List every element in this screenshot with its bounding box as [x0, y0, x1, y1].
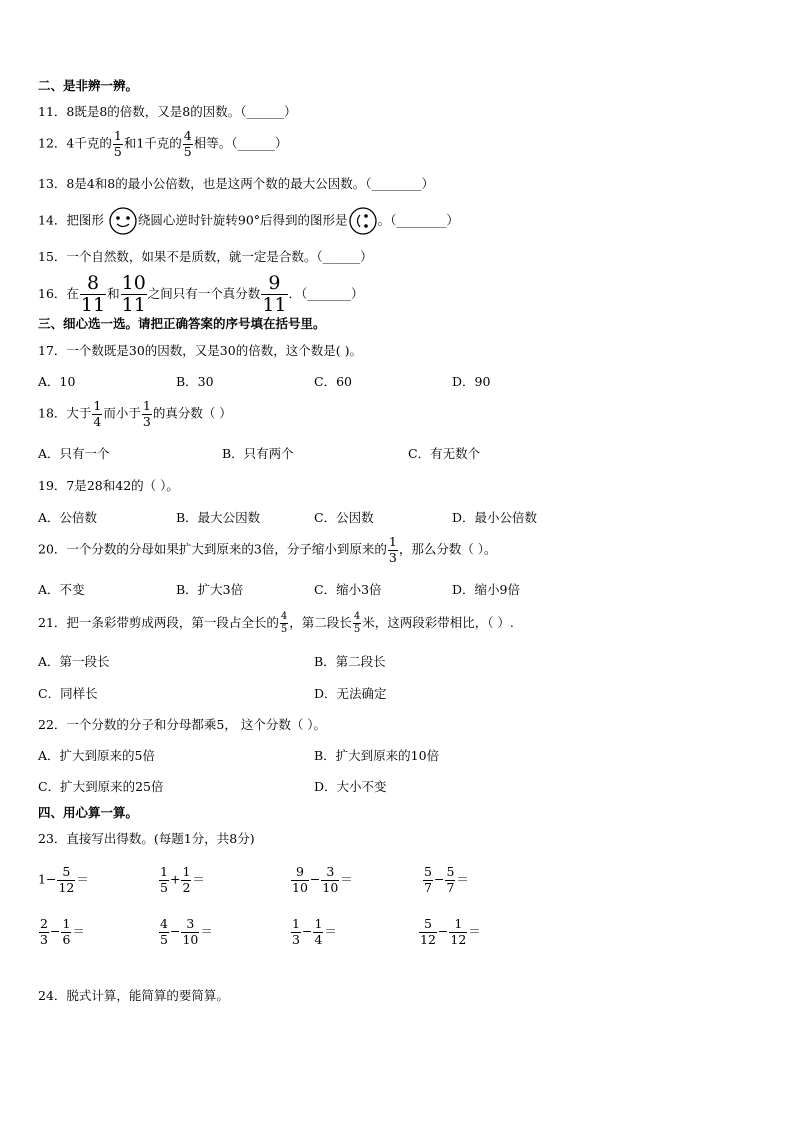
- q17-option-b[interactable]: B．30: [176, 374, 214, 389]
- q19-option-b[interactable]: B．最大公因数: [176, 510, 261, 525]
- calc-4-op: −: [433, 871, 445, 887]
- q18-text-c: 的真分数（ ）: [152, 405, 232, 421]
- q22-option-c[interactable]: C．扩大到原来的25倍: [38, 779, 164, 794]
- calc-8: [418, 918, 481, 946]
- question-18: [38, 400, 232, 428]
- calc-2: [158, 866, 205, 894]
- calc-5-fraction-a: $\frac{2}{3}$: [40, 916, 48, 947]
- q18-text-b: 而小于: [103, 405, 141, 421]
- calc-6-equals: ＝: [200, 923, 213, 939]
- calc-3-equals: ＝: [340, 871, 353, 887]
- calc-7-equals: ＝: [324, 923, 337, 939]
- q20-option-c[interactable]: C．缩小3倍: [314, 582, 382, 597]
- calc-5-fraction-b: $\frac{1}{6}$: [62, 916, 71, 947]
- calc-1-equals: ＝: [76, 871, 89, 887]
- calc-1-op: −: [45, 871, 57, 887]
- q20-option-a[interactable]: A．不变: [38, 582, 85, 597]
- question-19: 19．7是28和42的（ ）。: [38, 478, 179, 493]
- q16-text-a: 16．在: [38, 286, 79, 301]
- q21-fraction-1: $\frac{4}{5}$: [280, 611, 288, 635]
- q21-text-b: ，第二段长: [289, 615, 352, 630]
- q19-option-c[interactable]: C．公因数: [314, 510, 374, 525]
- q16-text-c: 之间只有一个真分数: [147, 286, 261, 301]
- calc-1-fraction: $\frac{5}{12}$: [58, 864, 75, 895]
- question-14: [38, 206, 459, 236]
- q18-fraction-2: $\frac{1}{3}$: [142, 398, 151, 429]
- q20-option-b[interactable]: B．扩大3倍: [176, 582, 244, 597]
- q21-text-a: 21．把一条彩带剪成两段，第一段占全长的: [38, 615, 279, 630]
- question-20: [38, 536, 497, 564]
- calc-4: [422, 866, 469, 894]
- calc-4-fraction-b: $\frac{5}{7}$: [446, 864, 455, 895]
- q17-option-c[interactable]: C．60: [314, 374, 352, 389]
- q16-fraction-3: $\frac{9}{11}$: [262, 272, 287, 316]
- q12-text-b: 和1千克的: [123, 135, 182, 151]
- q16-fraction-1: $\frac{8}{11}$: [80, 272, 106, 316]
- q14-text-a: 14．把图形: [38, 212, 104, 228]
- q16-fraction-2: $\frac{10}{11}$: [121, 272, 146, 316]
- calc-8-fraction-b: $\frac{1}{12}$: [450, 916, 467, 947]
- q18-text-a: 18．大于: [38, 405, 92, 421]
- q14-text-b: 绕圆心逆时针旋转90°后得到的图形是: [137, 212, 348, 228]
- calc-8-op: −: [437, 923, 449, 939]
- q12-text-a: 12．4千克的: [38, 135, 112, 151]
- q20-option-d[interactable]: D．缩小9倍: [452, 582, 520, 597]
- q12-fraction-1: $\frac{1}{5}$: [113, 128, 122, 159]
- question-16: [38, 274, 364, 315]
- calc-8-fraction-a: $\frac{5}{12}$: [420, 916, 436, 947]
- calc-3-fraction-a: $\frac{9}{10}$: [292, 864, 308, 895]
- question-17: 17．一个数既是30的因数，又是30的倍数，这个数是( )。: [38, 343, 362, 358]
- calc-7: [290, 918, 337, 946]
- question-21: [38, 612, 514, 635]
- q20-text-b: ，那么分数（ ）。: [398, 541, 497, 557]
- q21-fraction-2: $\frac{4}{5}$: [353, 611, 361, 635]
- q20-text-a: 20．一个分数的分母如果扩大到原来的3倍，分子缩小到原来的: [38, 541, 387, 557]
- q21-option-a[interactable]: A．第一段长: [38, 654, 110, 669]
- q21-text-c: 米，这两段彩带相比，（ ）.: [362, 615, 514, 630]
- q21-option-d[interactable]: D．无法确定: [314, 686, 387, 701]
- q17-option-d[interactable]: D．90: [452, 374, 491, 389]
- section-3-title: 三、细心选一选。请把正确答案的序号填在括号里。: [38, 316, 326, 331]
- calc-3: [290, 866, 353, 894]
- section-4-title: 四、用心算一算。: [38, 805, 139, 820]
- calc-2-op: +: [169, 871, 181, 887]
- section-2-title: 二、是非辨一辨。: [38, 78, 139, 93]
- q19-option-d[interactable]: D．最小公倍数: [452, 510, 538, 525]
- q22-option-a[interactable]: A．扩大到原来的5倍: [38, 748, 155, 763]
- question-23: 23．直接写出得数。(每题1分，共8分): [38, 831, 255, 846]
- calc-6: [158, 918, 213, 946]
- q18-option-c[interactable]: C．有无数个: [408, 446, 481, 461]
- calc-6-op: −: [169, 923, 181, 939]
- smiley-face-icon: [108, 206, 138, 236]
- calc-8-equals: ＝: [468, 923, 481, 939]
- question-12: [38, 130, 287, 158]
- calc-4-equals: ＝: [456, 871, 469, 887]
- q19-option-a[interactable]: A．公倍数: [38, 510, 98, 525]
- q12-text-c: 相等。（______）: [193, 135, 288, 151]
- calc-2-fraction-a: $\frac{1}{5}$: [160, 864, 168, 895]
- calc-6-fraction-a: $\frac{4}{5}$: [160, 916, 168, 947]
- calc-5: [38, 918, 85, 946]
- calc-6-fraction-b: $\frac{3}{10}$: [182, 916, 199, 947]
- q16-text-b: 和: [107, 286, 120, 301]
- q14-text-c: 。（________）: [377, 212, 459, 228]
- question-11: 11．8既是8的倍数，又是8的因数。（______）: [38, 104, 297, 119]
- calc-5-op: −: [49, 923, 61, 939]
- q18-option-a[interactable]: A．只有一个: [38, 446, 110, 461]
- calc-1: [38, 866, 89, 894]
- question-24: 24．脱式计算，能简算的要简算。: [38, 988, 229, 1003]
- calc-7-fraction-a: $\frac{1}{3}$: [292, 916, 300, 947]
- q18-option-b[interactable]: B．只有两个: [222, 446, 294, 461]
- q18-fraction-1: $\frac{1}{4}$: [93, 398, 102, 429]
- calc-1-whole: 1: [38, 871, 46, 887]
- question-15: 15．一个自然数，如果不是质数，就一定是合数。（______）: [38, 249, 373, 264]
- calc-7-op: −: [301, 923, 313, 939]
- calc-7-fraction-b: $\frac{1}{4}$: [314, 916, 323, 947]
- q21-option-c[interactable]: C．同样长: [38, 686, 98, 701]
- question-22: 22．一个分数的分子和分母都乘5， 这个分数（ ）。: [38, 717, 327, 732]
- question-13: 13．8是4和8的最小公倍数，也是这两个数的最大公因数。（________）: [38, 176, 435, 191]
- calc-3-fraction-b: $\frac{3}{10}$: [322, 864, 339, 895]
- rotated-smiley-icon: [348, 206, 378, 236]
- q22-option-d[interactable]: D．大小不变: [314, 779, 387, 794]
- calc-4-fraction-a: $\frac{5}{7}$: [424, 864, 432, 895]
- q22-option-b[interactable]: B．扩大到原来的10倍: [314, 748, 440, 763]
- calc-2-fraction-b: $\frac{1}{2}$: [182, 864, 191, 895]
- q12-fraction-2: $\frac{4}{5}$: [183, 128, 192, 159]
- calc-2-equals: ＝: [192, 871, 205, 887]
- calc-5-equals: ＝: [72, 923, 85, 939]
- calc-3-op: −: [309, 871, 321, 887]
- q16-text-d: ．（_______）: [288, 286, 364, 301]
- q21-option-b[interactable]: B．第二段长: [314, 654, 386, 669]
- q17-option-a[interactable]: A．10: [38, 374, 76, 389]
- q20-fraction-1: $\frac{1}{3}$: [388, 534, 397, 565]
